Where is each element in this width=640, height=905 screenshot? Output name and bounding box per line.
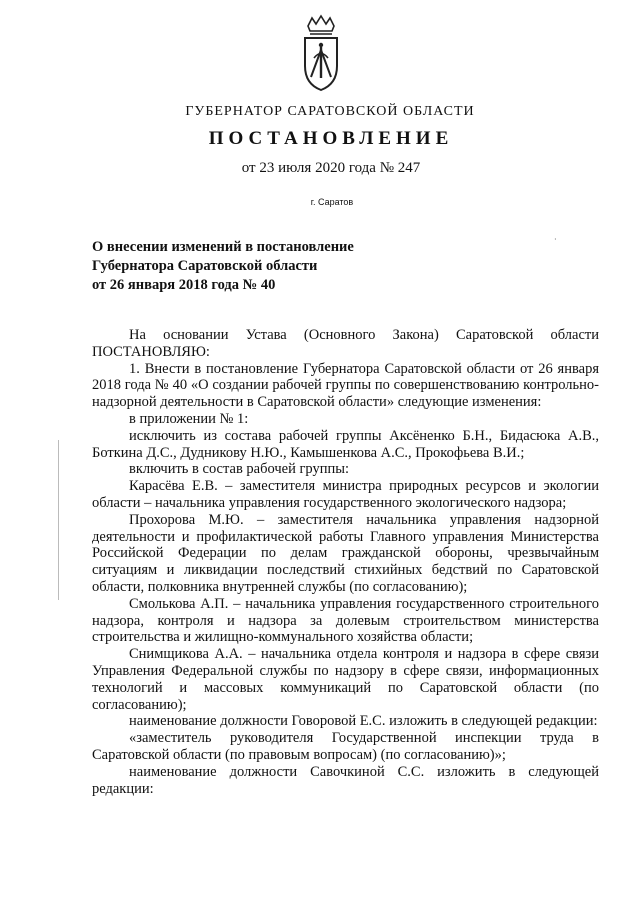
scan-margin-line bbox=[58, 440, 59, 600]
paragraph: На основании Устава (Основного Закона) Саратовской области bbox=[129, 327, 599, 343]
paragraph: наименование должности Савочкиной С.С. изложить в следующей редакции: bbox=[92, 763, 599, 797]
document-date-number: от 23 июля 2020 года № 247 bbox=[241, 160, 421, 176]
subject-line: Губернатора Саратовской области bbox=[92, 258, 318, 274]
paragraph: Снимщикова А.А. – начальника отдела контроля и надзора в сфере связи Управления Федеральной службы по надзору в сфере связи, информационных технологий и массовых коммуникаций по Саратовской области (по согласованию); bbox=[92, 646, 599, 713]
scan-mark: · bbox=[554, 235, 557, 244]
paragraph: Карасёва Е.В. – заместителя министра природных ресурсов и экологии области – начальника управления государственного экологического надзора; bbox=[92, 478, 599, 511]
paragraph: Прохорова М.Ю. – заместителя начальника управления надзорной деятельности и профилактической работы Главного управления Министерства Российской Федерации по делам гражданской обороны, чрезвычайным ситуациям и ликвидации последствий стихийных бедствий по Саратовской области, полковника внутренней службы (по согласованию); bbox=[92, 511, 599, 595]
issuing-authority: ГУБЕРНАТОР САРАТОВСКОЙ ОБЛАСТИ bbox=[185, 104, 475, 119]
paragraph: исключить из состава рабочей группы Аксёненко Б.Н., Бидасюка А.В., Боткина Д.С., Дудникову Н.Ю., Камышенкова А.С., Прокофьева В.И.; bbox=[92, 427, 599, 461]
paragraph: Смолькова А.П. – начальника управления государственного строительного надзора, контроля и надзора за долевым строительством министерства строительства и жилищно-коммунального хозяйства области; bbox=[92, 595, 599, 646]
document-type: ПОСТАНОВЛЕНИЕ bbox=[208, 128, 454, 149]
saratov-coat-of-arms-icon bbox=[300, 14, 342, 92]
document-subject bbox=[92, 238, 412, 295]
paragraph: «заместитель руководителя Государственной инспекции труда в Саратовской области (по правовым вопросам) (по согласованию)»; bbox=[92, 730, 599, 763]
paragraph: ПОСТАНОВЛЯЮ: bbox=[92, 343, 210, 360]
document-city: г. Саратов bbox=[310, 197, 354, 207]
paragraph: 1. Внести в постановление Губернатора Саратовской области от 26 января 2018 года № 40 «О создании рабочей группы по совершенствованию контрольно-надзорной деятельности в Саратовской области» следующие изменения: bbox=[92, 360, 599, 411]
paragraph: включить в состав рабочей группы: bbox=[129, 461, 350, 478]
subject-line: от 26 января 2018 года № 40 bbox=[92, 277, 276, 293]
paragraph: в приложении № 1: bbox=[129, 410, 249, 427]
subject-line: О внесении изменений в постановление bbox=[92, 239, 354, 255]
document-body bbox=[92, 327, 599, 797]
paragraph: наименование должности Говоровой Е.С. изложить в следующей редакции: bbox=[129, 713, 598, 730]
